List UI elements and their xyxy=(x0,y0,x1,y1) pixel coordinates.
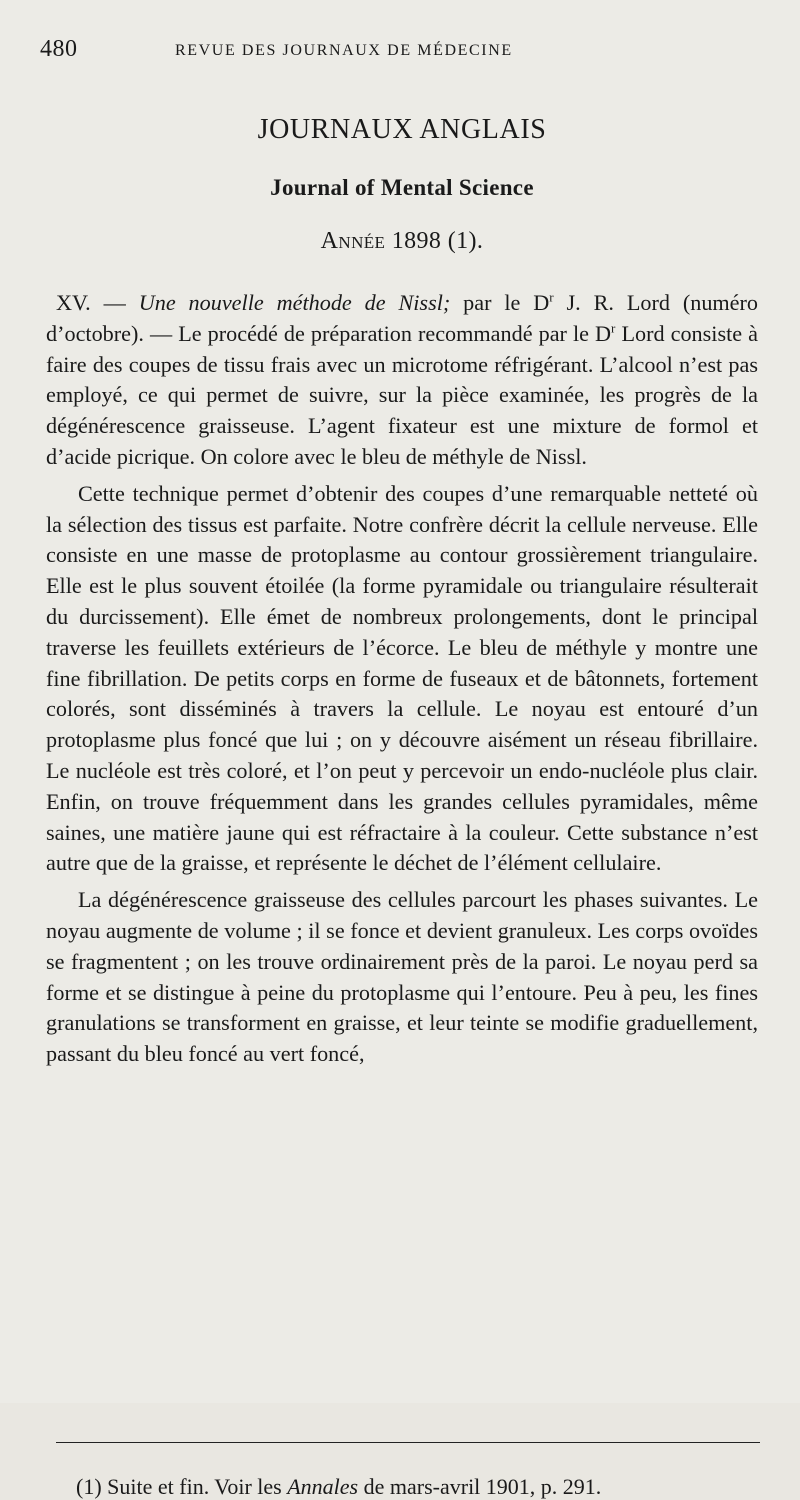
footnote-divider xyxy=(56,1442,760,1443)
journal-title: Journal of Mental Science xyxy=(270,175,534,200)
byline-pre: par le D xyxy=(463,290,550,315)
footnote-italic: Annales xyxy=(287,1474,359,1499)
running-header xyxy=(40,36,760,66)
paragraph-1-rest: Lord consiste à faire des coupes de tissu frais avec un microtome réfrigérant. L’alcool n’est pas employé, ce qui permet de suivre, sur la pièce examinée, les progrès de la dégénérescence graisseuse. L’agent fixateur est une mixture de formol et d’acide picrique. On colore avec le bleu de méthyle de Nissl. xyxy=(46,320,758,469)
article-title: Une nouvelle méthode de Nissl; xyxy=(138,290,451,315)
year-line xyxy=(46,228,758,255)
year-label: Année xyxy=(320,228,386,254)
byline-sup-2: r xyxy=(611,320,616,336)
year-value: 1898 (1). xyxy=(391,228,484,254)
byline-post: J. R. Lord (numéro d’octobre). — Le procédé de préparation recommandé par le D xyxy=(46,290,759,346)
paragraph-1 xyxy=(46,288,758,473)
byline-sup: r xyxy=(549,289,554,305)
page-number: 480 xyxy=(40,36,78,62)
section-title: JOURNAUX ANGLAIS xyxy=(257,114,547,145)
paragraph-3: La dégénérescence graisseuse des cellules parcourt les phases suivantes. Le noyau augmente de volume ; il se fonce et devient granuleux. Les corps ovoïdes se fragmentent ; on les trouve ordinairement près de la paroi. Le noyau perd sa forme et se distingue à peine du protoplasme qui l’entoure. Peu à peu, les fines granulations se transforment en graisse, et leur teinte se modifie graduellement, passant du bleu foncé au vert foncé, xyxy=(46,887,758,1067)
footnote xyxy=(76,1474,766,1500)
running-title: REVUE DES JOURNAUX DE MÉDECINE xyxy=(175,42,513,59)
footnote-post: de mars-avril 1901, p. 291. xyxy=(363,1474,602,1499)
paragraph-2: Cette technique permet d’obtenir des coupes d’une remarquable netteté où la sélection des tissus est parfaite. Notre confrère décrit la cellule nerveuse. Elle consiste en une masse de protoplasme au contour grossièrement triangulaire. Elle est le plus souvent étoilée (la forme pyramidale ou triangulaire résulterait du durcissement). Elle émet de nombreux prolongements, dont le principal traverse les feuillets extérieurs de l’écorce. Le bleu de méthyle y montre une fine fibrillation. De petits corps en forme de fuseaux et de bâtonnets, fortement colorés, sont disséminés à travers la cellule. Le noyau est entouré d’un protoplasme plus foncé que lui ; on y découvre aisément un réseau fibrillaire. Le nucléole est très coloré, et l’on peut y percevoir un endo-nucléole plus clair. Enfin, on trouve fréquemment dans les grandes cellules pyramidales, même saines, une matière jaune qui est réfractaire à la couleur. Cette substance n’est autre que de la graisse, et représente le déchet de l’élément cellulaire. xyxy=(46,480,758,876)
article-body xyxy=(46,288,758,1070)
footnote-pre: (1) Suite et fin. Voir les xyxy=(76,1474,282,1499)
article-number: XV. — xyxy=(56,290,126,315)
